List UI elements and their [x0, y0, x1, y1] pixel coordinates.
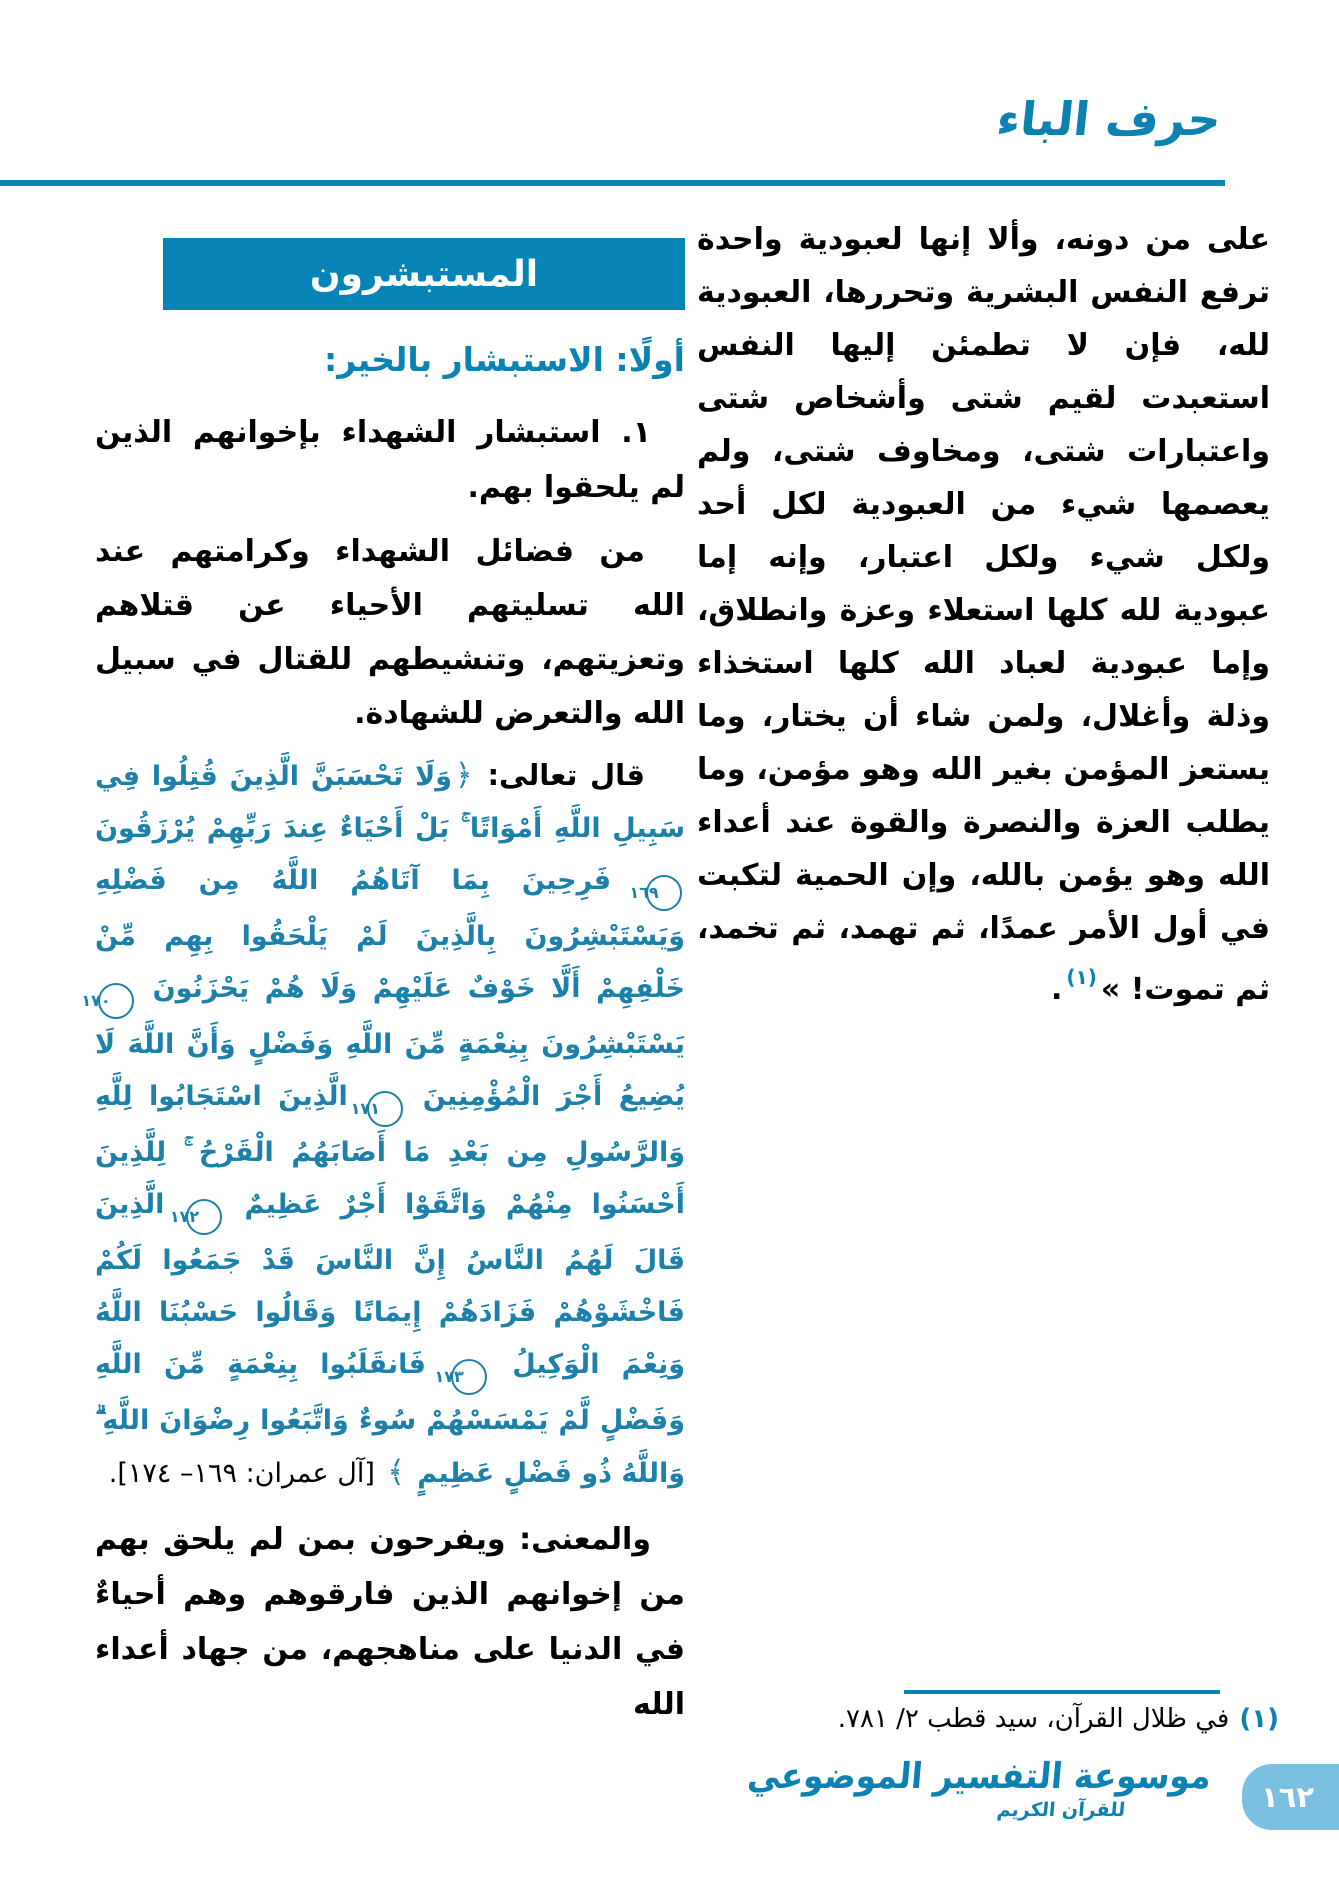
meaning-text: ويفرحون بمن لم يلحق بهم من إخوانهم الذين فارقوهم وهم أحياءٌ في الدنيا على مناهجهم، من جهاد أعداء الله — [95, 1522, 685, 1722]
header-rule — [0, 180, 1225, 186]
footnote-marker: (١) — [1239, 1704, 1279, 1734]
verse-number-medallion: ١٧١ — [367, 1091, 403, 1127]
subheading: أولًا: الاستبشار بالخير: — [324, 340, 685, 379]
verse-number-medallion: ١٧٢ — [186, 1199, 222, 1235]
section-title: المستبشرون — [309, 253, 539, 295]
verse-number-medallion: ١٦٩ — [646, 875, 682, 911]
verse-number-medallion: ١٧٠ — [98, 983, 134, 1019]
trailing-period: . — [1051, 972, 1063, 1007]
footnote-reference: (١) — [1066, 965, 1097, 989]
right-column — [697, 213, 1270, 1016]
quran-open-bracket: ﴿ — [455, 758, 473, 793]
verse-reference: [آل عمران: ١٦٩– ١٧٤]. — [108, 1458, 375, 1489]
left-column — [81, 238, 685, 1732]
right-column-paragraph — [697, 213, 1270, 1016]
footnote-rule — [904, 1690, 1220, 1694]
quran-segment: فَرِحِينَ بِمَا آتَاهُمُ اللَّهُ مِن فَضْلِهِ وَيَسْتَبْشِرُونَ بِالَّذِينَ لَمْ يَلْحَقُوا بِهِم مِّنْ خَلْفِهِمْ أَلَّا خَوْفٌ عَلَيْهِمْ وَلَا هُمْ يَحْزَنُونَ — [95, 865, 685, 1004]
quran-segment: الَّذِينَ قَالَ لَهُمُ النَّاسُ إِنَّ النَّاسَ قَدْ جَمَعُوا لَكُمْ فَاخْشَوْهُمْ فَزَادَهُمْ إِيمَانًا وَقَالُوا حَسْبُنَا اللَّهُ وَنِعْمَ الْوَكِيلُ — [95, 1189, 685, 1380]
quran-segment: وَلَا تَحْسَبَنَّ الَّذِينَ قُتِلُوا فِي سَبِيلِ اللَّهِ أَمْوَاتًا ۚ بَلْ أَحْيَاءٌ عِندَ رَبِّهِمْ يُرْزَقُونَ — [95, 761, 685, 844]
footnote-text: في ظلال القرآن، سيد قطب ٢/ ٧٨١. — [837, 1704, 1230, 1734]
publisher-logo-title: موسوعة التفسير الموضوعي — [745, 1754, 1213, 1797]
qala-taala-label: قال تعالى: — [487, 758, 645, 792]
quran-segment: يَسْتَبْشِرُونَ بِنِعْمَةٍ مِّنَ اللَّهِ وَفَضْلٍ وَأَنَّ اللَّهَ لَا يُضِيعُ أَجْرَ الْمُؤْمِنِينَ — [95, 1029, 685, 1112]
quran-close-bracket: ﴾ — [387, 1455, 405, 1490]
quran-verses — [81, 761, 685, 1489]
verse-number-medallion: ١٧٣ — [451, 1359, 487, 1395]
meaning-paragraph — [95, 1512, 685, 1732]
footnote — [719, 1704, 1279, 1734]
page-number-pill — [1242, 1764, 1339, 1830]
chapter-title: حرف الباء — [994, 92, 1224, 146]
quran-segment: فَانقَلَبُوا بِنِعْمَةٍ مِّنَ اللَّهِ وَفَضْلٍ لَّمْ يَمْسَسْهُمْ سُوءٌ وَاتَّبَعُوا رِضْوَانَ اللَّهِ ۗ وَاللَّهُ ذُو فَضْلٍ عَظِيمٍ — [95, 1349, 685, 1489]
page-number: ١٦٢ — [1260, 1780, 1315, 1814]
quran-quote-paragraph — [81, 749, 685, 1500]
publisher-logo — [745, 1754, 1213, 1821]
publisher-logo-subtitle: للقرآن الكريم — [995, 1799, 1127, 1821]
point-heading: ١. استبشار الشهداء بإخوانهم الذين لم يلحقوا بهم. — [95, 415, 685, 505]
meaning-label: والمعنى: — [519, 1522, 651, 1557]
intro-paragraph: من فضائل الشهداء وكرامتهم عند الله تسليتهم الأحياء عن قتلاهم وتعزيتهم، وتنشيطهم للقتال في سبيل الله والتعرض للشهادة. — [95, 534, 685, 731]
section-title-box — [163, 238, 685, 310]
quran-segment: الَّذِينَ اسْتَجَابُوا لِلَّهِ وَالرَّسُولِ مِن بَعْدِ مَا أَصَابَهُمُ الْقَرْحُ ۚ لِلَّذِينَ أَحْسَنُوا مِنْهُمْ وَاتَّقَوْا أَجْرٌ عَظِيمٌ — [95, 1081, 685, 1220]
right-column-text: على من دونه، وألا إنها لعبودية واحدة ترفع النفس البشرية وتحررها، العبودية لله، فإن لا تطمئن إليها النفس استعبدت لقيم شتى وأشخاص شتى واعتبارات شتى، ومخاوف شتى، ولم يعصمها شيء من العبودية لكل أحد ولكل شيء ولكل اعتبار، وإنه إما عبودية لله كلها استعلاء وعزة وانطلاق، وإما عبودية لعباد الله كلها استخذاء وذلة وأغلال، ولمن شاء أن يختار، وما يستعز المؤمن بغير الله وهو مؤمن، وما يطلب العزة والنصرة والقوة عند أعداء الله وهو يؤمن بالله، وإن الحمية لتكبت في أول الأمر عمدًا، ثم تهمد، ثم تخمد، ثم تموت! » — [697, 222, 1270, 1007]
